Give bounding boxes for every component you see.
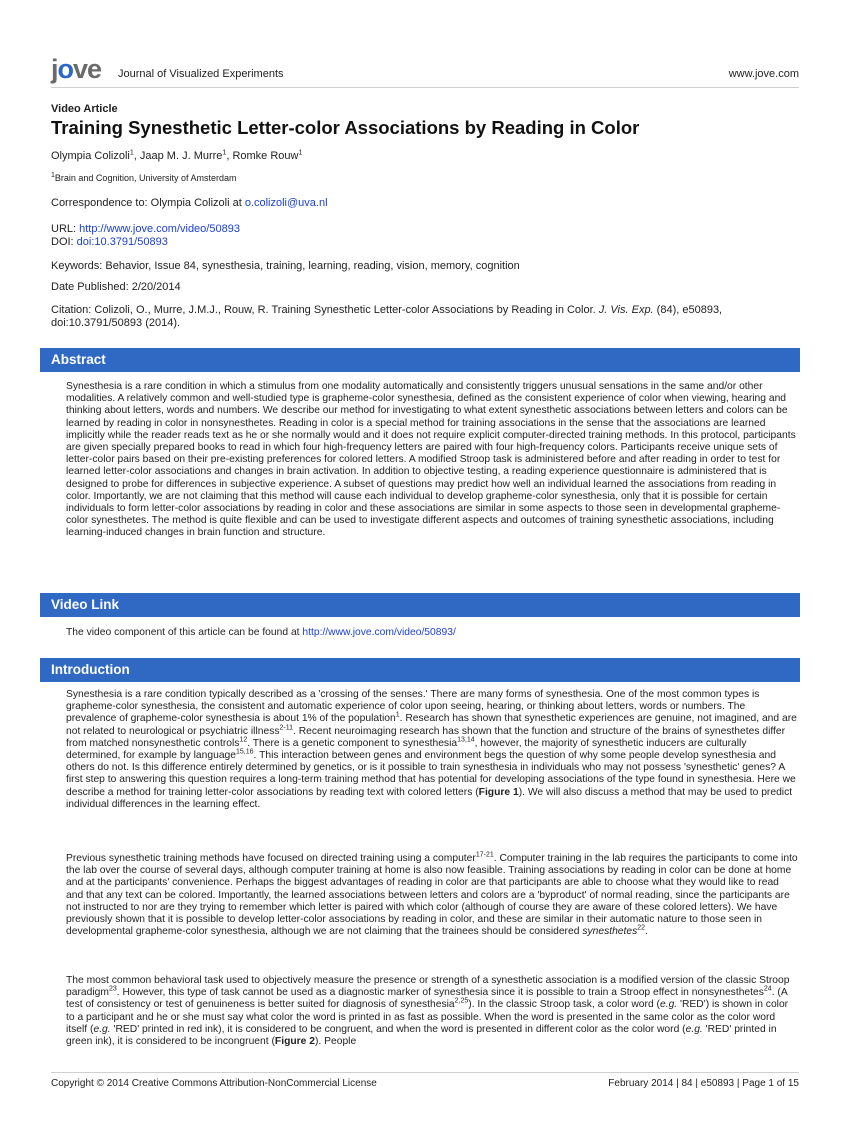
- video-url-link[interactable]: http://www.jove.com/video/50893/: [302, 627, 456, 638]
- abstract-text: Synesthesia is a rare condition in which a stimulus from one modality automatically and consistently triggers unusual sensations in the same and/or other modalities. A relatively common and well-studied type is grapheme-color synesthesia, defined as the consistent experience of color when viewing, hearing and thinking about letters, words and numbers. We describe our method for investigating to what extent synesthetic associations between letters and colors can be learned by reading in color in nonsynesthetes. Reading in color is a special method for training associations in the sense that the associations are learned implicitly while the reader reads text as he or she normally would and it does not require explicit computer-directed training methods. In this protocol, participants are given specially prepared books to read in which four high-frequency letters are paired with four high-frequency colors. Participants receive unique sets of letter-color pairs based on their pre-existing preferences for colored letters. A modified Stroop task is administered before and after reading in order to test for learned letter-color associations and changes in brain activation. In addition to objective testing, a reading experience questionnaire is administered that is designed to probe for differences in subjective experience. A subset of questions may predict how well an individual learned the associations from reading in color. Importantly, we are not claiming that this method will cause each individual to develop grapheme-color synesthesia, only that it is possible for certain individuals to form letter-color associations by reading in color and these associations are similar in some aspects to those seen in developmental grapheme-color synesthetes. The method is quite flexible and can be used to investigate different aspects and outcomes of training synesthetic associations, including learning-induced changes in brain function and structure.: [66, 381, 796, 539]
- article-title: Training Synesthetic Letter-color Associations by Reading in Color: [51, 117, 640, 138]
- section-header-introduction: Introduction: [40, 658, 800, 682]
- date-published: Date Published: 2/20/2014: [51, 281, 181, 293]
- article-url-link[interactable]: http://www.jove.com/video/50893: [79, 223, 240, 235]
- intro-paragraph-2: Previous synesthetic training methods have focused on directed training using a computer$^{17-21}$. Computer training in the lab requires the participants to come into the lab over the course of several days, although computer training at home is also now feasible. Training associations by reading in color can be done at home and at the participants' convenience. Perhaps the biggest advantages of reading in color are that participants are able to choose what they would like to read and that any text can be colored. Importantly, the learned associations between letters and colors are a 'byproduct' of normal reading, since the participants are not instructed to nor are they trying to remember which letter is paired with which color (although of course they are aware of these colored letters). We have previously shown that it is possible to develop letter-color associations by reading in color, and these are similar in their automatic nature to those seen in developmental grapheme-color synesthesia, although we are not claiming that the trainees should be considered synesthetes$^{22}$.: [66, 851, 798, 938]
- keywords: Keywords: Behavior, Issue 84, synesthesia, training, learning, reading, vision, memory, cognition: [51, 260, 520, 272]
- video-link-text: The video component of this article can be found at http://www.jove.com/video/50893/: [66, 627, 456, 638]
- author-name: Olympia Colizoli: [51, 150, 130, 162]
- intro-paragraph-3: The most common behavioral task used to objectively measure the presence or strength of a synesthetic association is a modified version of the classic Stroop paradigm$^{23}$. However, this type of task cannot be used as a diagnostic marker of synesthesia since it is possible to train a Stroop effect in nonsynesthetes$^{24}$. (A test of consistency or test of genuineness is better suited for diagnosis of synesthesia$^{2,25}$). In the classic Stroop task, a color word (e.g. 'RED') is shown in color to a participant and he or she must say what color the word is printed in as fast as possible. When the word is presented in the same color as the color word itself (e.g. 'RED' printed in red ink), it is considered to be congruent, and when the word is presented in different color as the color word (e.g. 'RED' printed in green ink), it is considered to be incongruent (Figure 2). People: [66, 975, 790, 1048]
- authors-line: Olympia Colizoli$^1$, Jaap M. J. Murre$^1$, Romke Rouw$^1$: [51, 149, 303, 162]
- section-header-video-link: Video Link: [40, 593, 800, 617]
- footer-copyright: Copyright © 2014 Creative Commons Attribution-NonCommercial License: [51, 1078, 377, 1089]
- correspondence-email-link[interactable]: o.colizoli@uva.nl: [244, 197, 328, 209]
- doi-line: DOI: doi:10.3791/50893: [51, 236, 168, 248]
- section-header-abstract: Abstract: [40, 348, 800, 372]
- affiliation: $^1$Brain and Cognition, University of Amsterdam: [51, 172, 237, 183]
- url-line: URL: http://www.jove.com/video/50893: [51, 223, 240, 235]
- doi-link[interactable]: doi:10.3791/50893: [76, 236, 168, 248]
- footer-divider: [51, 1072, 799, 1073]
- citation: Citation: Colizoli, O., Murre, J.M.J., Rouw, R. Training Synesthetic Letter-color Associations by Reading in Color. J. Vis. Exp. (84), e50893, doi:10.3791/50893 (2014).: [51, 304, 723, 329]
- author-name: Romke Rouw: [232, 150, 299, 162]
- site-url[interactable]: www.jove.com: [728, 68, 799, 80]
- journal-name: Journal of Visualized Experiments: [118, 68, 284, 80]
- intro-paragraph-1: Synesthesia is a rare condition typically described as a 'crossing of the senses.' There are many forms of synesthesia. One of the most common types is grapheme-color synesthesia, the consistent and automatic experience of color upon seeing, hearing, or thinking about letters, words or numbers. The prevalence of grapheme-color synesthesia is about 1% of the population$^1$. Research has shown that synesthetic experiences are genuine, not imagined, and are not related to neurological or psychiatric illness$^{2-11}$. Recent neuroimaging research has shown that the function and structure of the brains of synesthetes differ from matched nonsynesthetic controls$^{12}$. There is a genetic component to synesthesia$^{13,14}$, however, the majority of synesthetic inducers are culturally determined, for example by language$^{15,16}$. This interaction between genes and environment begs the question of why some people develop synesthesia and others do not. Is this difference entirely determined by genetics, or is it possible to train synesthesia in individuals who may not possess 'synesthetic' genes? A first step to answering this question requires a long-term training method that has potential for developing associations of the type found in synesthesia. Here we describe a method for training letter-color associations by reading text with colored letters (Figure 1). We will also discuss a method that may be used to predict individual differences in the learning effect.: [66, 689, 797, 810]
- page-header: [51, 54, 799, 88]
- correspondence: Correspondence to: Olympia Colizoli at o.colizoli@uva.nl: [51, 197, 328, 209]
- jove-logo[interactable]: jove: [51, 54, 102, 84]
- footer-page-info: February 2014 | 84 | e50893 | Page 1 of 15: [608, 1078, 799, 1089]
- author-name: Jaap M. J. Murre: [139, 150, 223, 162]
- article-type: Video Article: [51, 103, 118, 115]
